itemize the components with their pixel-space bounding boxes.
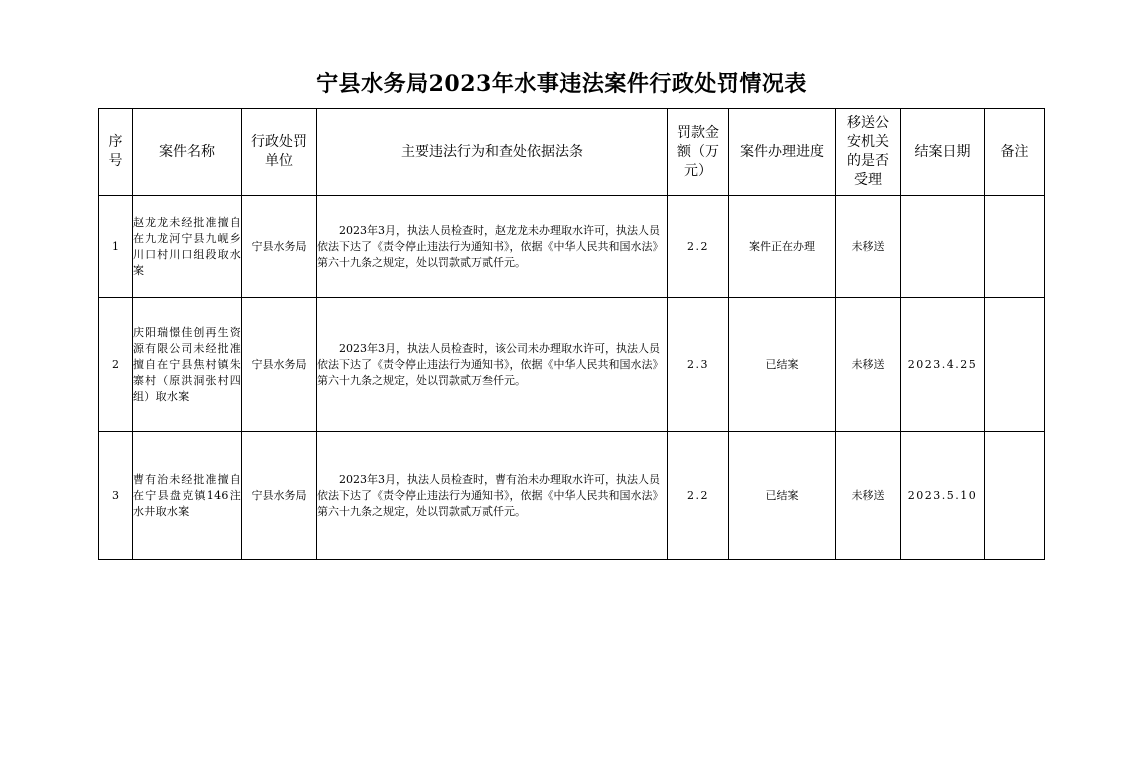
row-fine: 2.2 bbox=[668, 432, 729, 560]
row-remark bbox=[985, 432, 1045, 560]
penalty-table bbox=[98, 108, 1045, 560]
row-close-date bbox=[901, 196, 985, 298]
row-progress: 已结案 bbox=[729, 298, 836, 432]
row-case-name: 曹有治未经批准擅自在宁县盘克镇146注水井取水案 bbox=[133, 432, 242, 560]
row-case-name: 庆阳瑞憬佳创再生资源有限公司未经批准擅自在宁县焦村镇朱寨村（原洪洞张村四组）取水案 bbox=[133, 298, 242, 432]
page-title: 宁县水务局2023年水事违法案件行政处罚情况表 bbox=[316, 71, 807, 97]
table-row bbox=[99, 432, 1045, 560]
table-row bbox=[99, 298, 1045, 432]
row-fine: 2.2 bbox=[668, 196, 729, 298]
row-police: 未移送 bbox=[836, 196, 901, 298]
row-unit: 宁县水务局 bbox=[242, 432, 317, 560]
row-seq: 2 bbox=[99, 298, 133, 432]
header-case-name: 案件名称 bbox=[133, 109, 242, 196]
header-violation: 主要违法行为和查处依据法条 bbox=[317, 109, 668, 196]
row-progress: 案件正在办理 bbox=[729, 196, 836, 298]
row-close-date: 2023.5.10 bbox=[901, 432, 985, 560]
row-unit: 宁县水务局 bbox=[242, 298, 317, 432]
row-remark bbox=[985, 196, 1045, 298]
row-police: 未移送 bbox=[836, 298, 901, 432]
header-unit: 行政处罚 单位 bbox=[242, 109, 317, 196]
row-remark bbox=[985, 298, 1045, 432]
row-violation bbox=[317, 196, 668, 298]
header-fine: 罚款金 额（万 元） bbox=[668, 109, 729, 196]
header-police: 移送公 安机关 的是否 受理 bbox=[836, 109, 901, 196]
row-seq: 1 bbox=[99, 196, 133, 298]
row-violation-text: 2023年3月，执法人员检查时，该公司未办理取水许可，执法人员依法下达了《责令停止违法行为通知书》，依据《中华人民共和国水法》第六十九条之规定，处以罚款贰万叁仟元。 bbox=[317, 341, 664, 387]
row-violation bbox=[317, 298, 668, 432]
header-seq: 序 号 bbox=[99, 109, 133, 196]
row-violation-text: 2023年3月，执法人员检查时，赵龙龙未办理取水许可，执法人员依法下达了《责令停止违法行为通知书》，依据《中华人民共和国水法》第六十九条之规定，处以罚款贰万贰仟元。 bbox=[317, 223, 664, 269]
row-police: 未移送 bbox=[836, 432, 901, 560]
table-row bbox=[99, 196, 1045, 298]
header-row bbox=[99, 109, 1045, 196]
row-progress: 已结案 bbox=[729, 432, 836, 560]
row-unit: 宁县水务局 bbox=[242, 196, 317, 298]
row-case-name: 赵龙龙未经批准擅自在九龙河宁县九岘乡川口村川口组段取水案 bbox=[133, 196, 242, 298]
row-close-date: 2023.4.25 bbox=[901, 298, 985, 432]
row-seq: 3 bbox=[99, 432, 133, 560]
row-fine: 2.3 bbox=[668, 298, 729, 432]
row-violation bbox=[317, 432, 668, 560]
header-close-date: 结案日期 bbox=[901, 109, 985, 196]
row-violation-text: 2023年3月，执法人员检查时，曹有治未办理取水许可，执法人员依法下达了《责令停止违法行为通知书》，依据《中华人民共和国水法》第六十九条之规定，处以罚款贰万贰仟元。 bbox=[317, 472, 664, 518]
header-progress: 案件办理进度 bbox=[729, 109, 836, 196]
header-remark: 备注 bbox=[985, 109, 1045, 196]
